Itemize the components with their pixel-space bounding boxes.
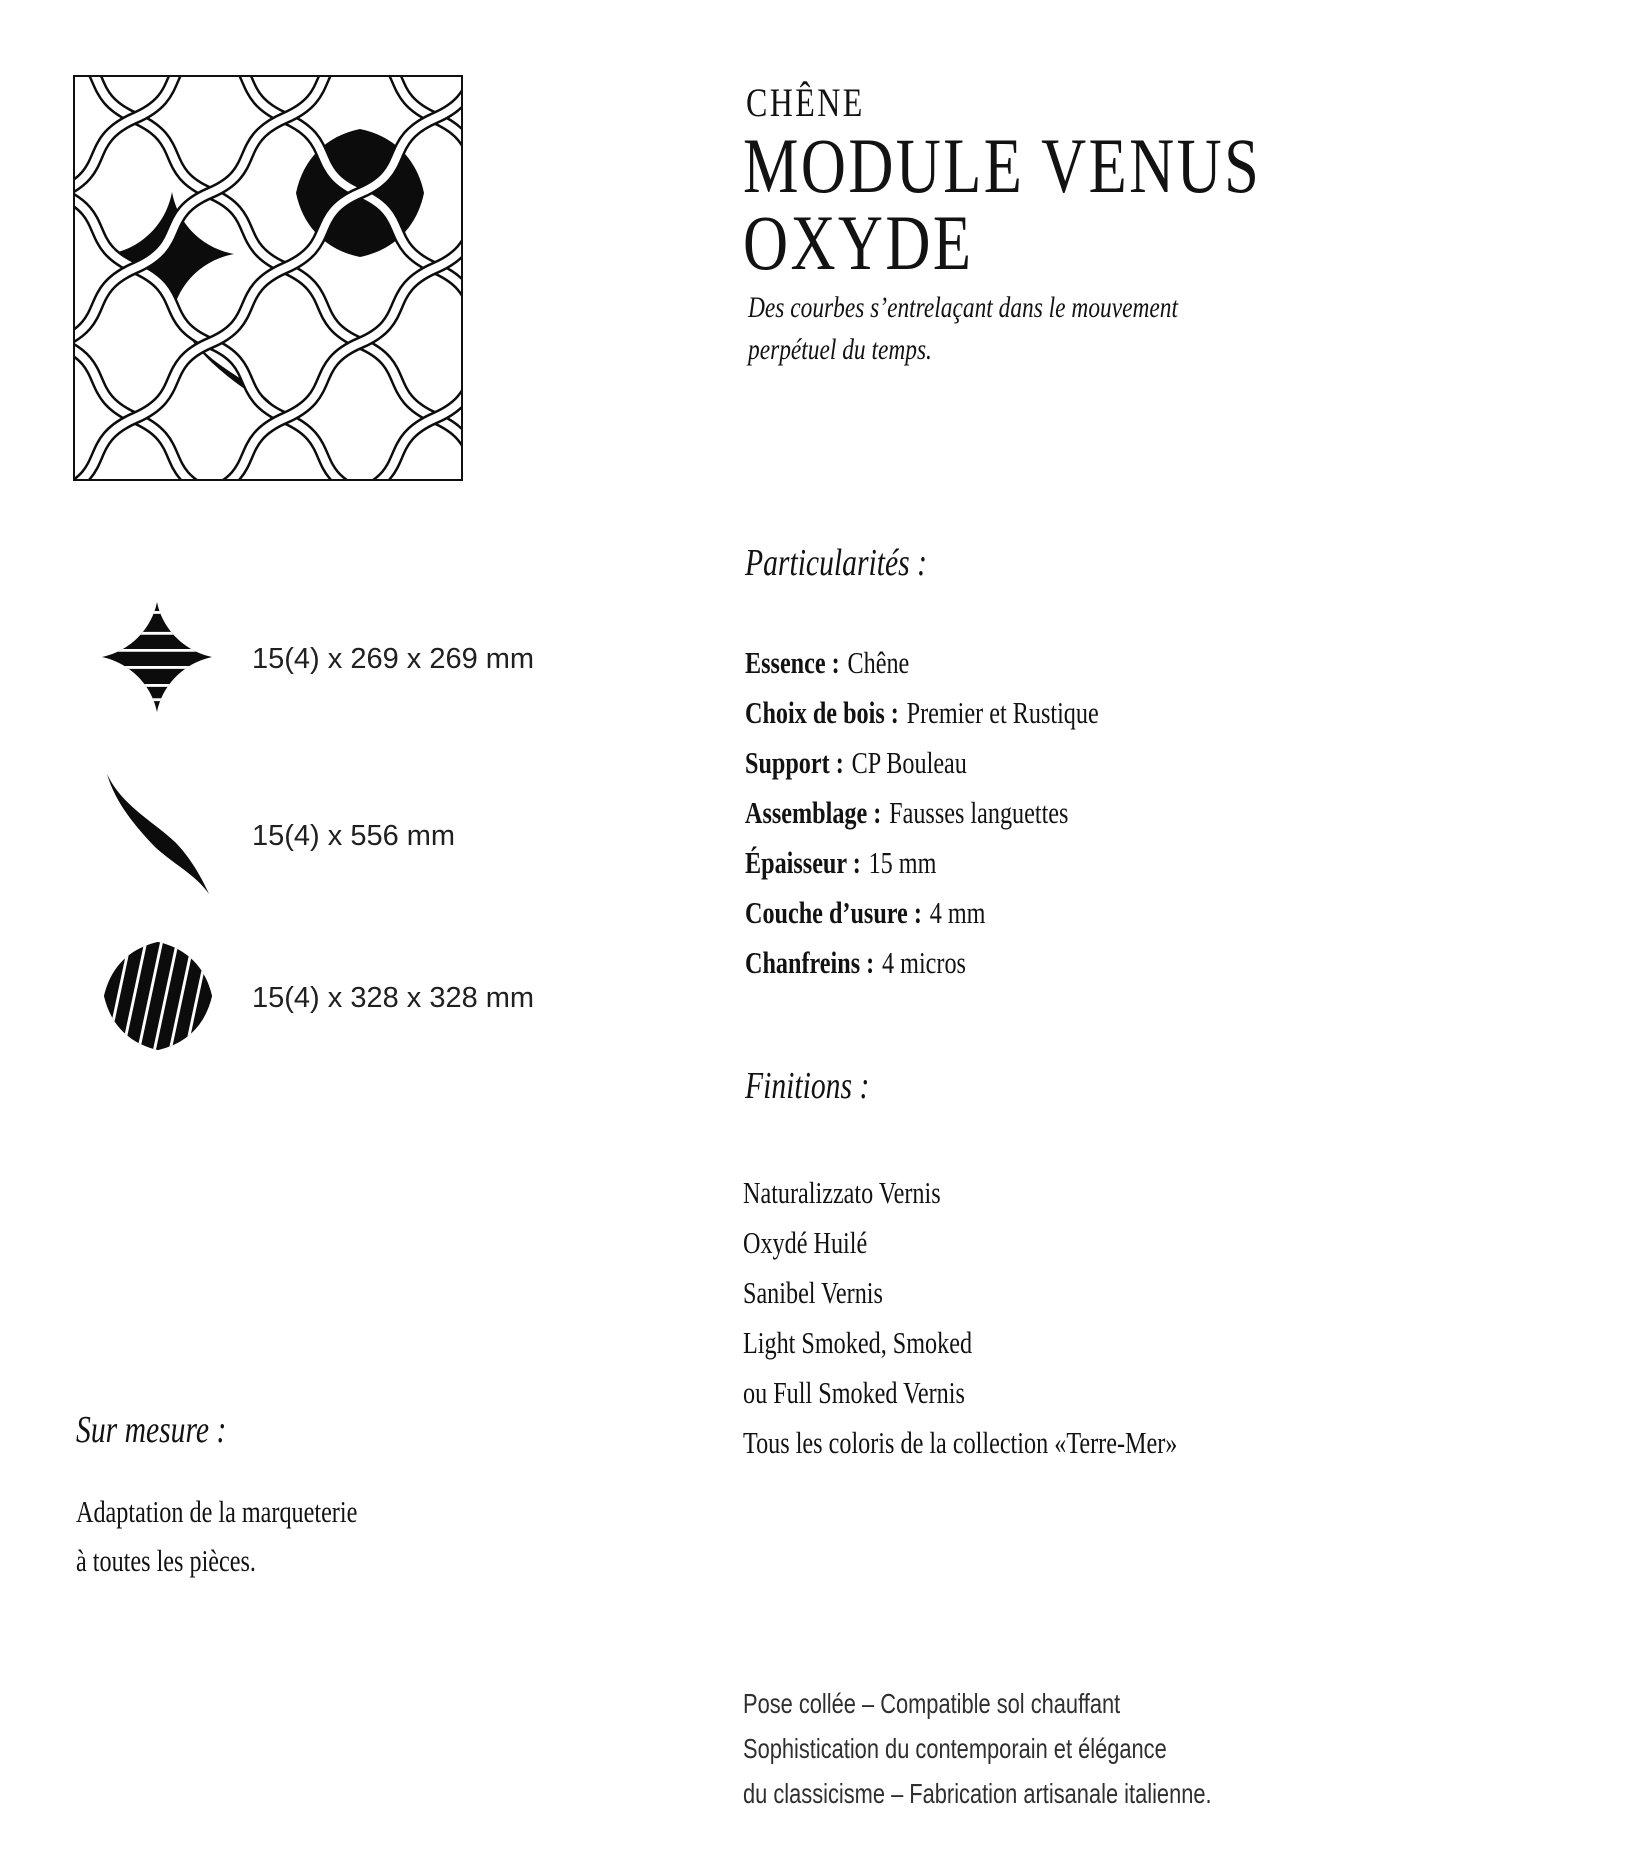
spec-label: Couche d’usure : <box>745 895 922 930</box>
spec-label: Chanfreins : <box>745 945 875 980</box>
spec-label: Épaisseur : <box>745 845 861 880</box>
finition-item: Sanibel Vernis <box>743 1275 883 1310</box>
spec-row-epaisseur <box>745 838 1099 888</box>
sur-mesure-line2: à toutes les pièces. <box>76 1543 256 1578</box>
page-title-line2: OXYDE <box>743 199 974 286</box>
footer-line3: du classicisme – Fabrication artisanale italienne. <box>743 1778 1212 1809</box>
spec-row-couche-dusure <box>745 888 1099 938</box>
spec-label: Assemblage : <box>745 795 882 830</box>
spec-row-assemblage <box>745 788 1099 838</box>
page-title <box>743 122 1262 286</box>
finitions-list <box>743 1168 1177 1468</box>
spec-label: Choix de bois : <box>745 695 899 730</box>
spec-list <box>745 638 1099 988</box>
spec-label: Essence : <box>745 645 840 680</box>
essence-eyebrow: CHÊNE <box>746 80 865 125</box>
tagline-line2: perpétuel du temps. <box>748 333 932 366</box>
finition-item: Light Smoked, Smoked <box>743 1325 973 1360</box>
page-title-line1: MODULE VENUS <box>743 122 1262 209</box>
sur-mesure-line1: Adaptation de la marqueterie <box>76 1494 358 1529</box>
spec-row-choix-de-bois <box>745 688 1099 738</box>
striped-rounded-diamond-icon <box>102 940 214 1052</box>
spec-value: Fausses languettes <box>889 795 1069 830</box>
tagline-line1: Des courbes s’entrelaçant dans le mouvement <box>748 291 1178 324</box>
finition-item: Naturalizzato Vernis <box>743 1175 941 1210</box>
sur-mesure-text <box>76 1487 357 1585</box>
spec-label: Support : <box>745 745 844 780</box>
module-dimension-label: 15(4) x 556 mm <box>252 820 456 852</box>
finition-item: Oxydé Huilé <box>743 1225 868 1260</box>
striped-star-diamond-icon <box>102 600 212 714</box>
footer-line2: Sophistication du contemporain et élégance <box>743 1733 1167 1764</box>
sur-mesure-heading: Sur mesure : <box>76 1409 227 1451</box>
spec-value: Premier et Rustique <box>906 695 1099 730</box>
spec-row-essence <box>745 638 1099 688</box>
footer-notes <box>743 1681 1212 1816</box>
spec-value: Chêne <box>847 645 910 680</box>
module-dimension-label: 15(4) x 269 x 269 mm <box>252 643 535 675</box>
spec-value: 15 mm <box>868 845 937 880</box>
curved-sliver-icon <box>102 772 212 896</box>
spec-row-chanfreins <box>745 938 1099 988</box>
tagline <box>748 287 1178 371</box>
marquetry-pattern-preview <box>73 75 463 481</box>
spec-value: CP Bouleau <box>851 745 967 780</box>
spec-value: 4 mm <box>929 895 986 930</box>
footer-line1: Pose collée – Compatible sol chauffant <box>743 1688 1121 1719</box>
module-dimension-label: 15(4) x 328 x 328 mm <box>252 982 535 1014</box>
spec-value: 4 micros <box>882 945 966 980</box>
finitions-heading: Finitions : <box>745 1065 870 1107</box>
spec-row-support <box>745 738 1099 788</box>
finition-item: Tous les coloris de la collection «Terre-Mer» <box>743 1425 1178 1460</box>
finition-item: ou Full Smoked Vernis <box>743 1375 965 1410</box>
particularites-heading: Particularités : <box>745 542 927 584</box>
